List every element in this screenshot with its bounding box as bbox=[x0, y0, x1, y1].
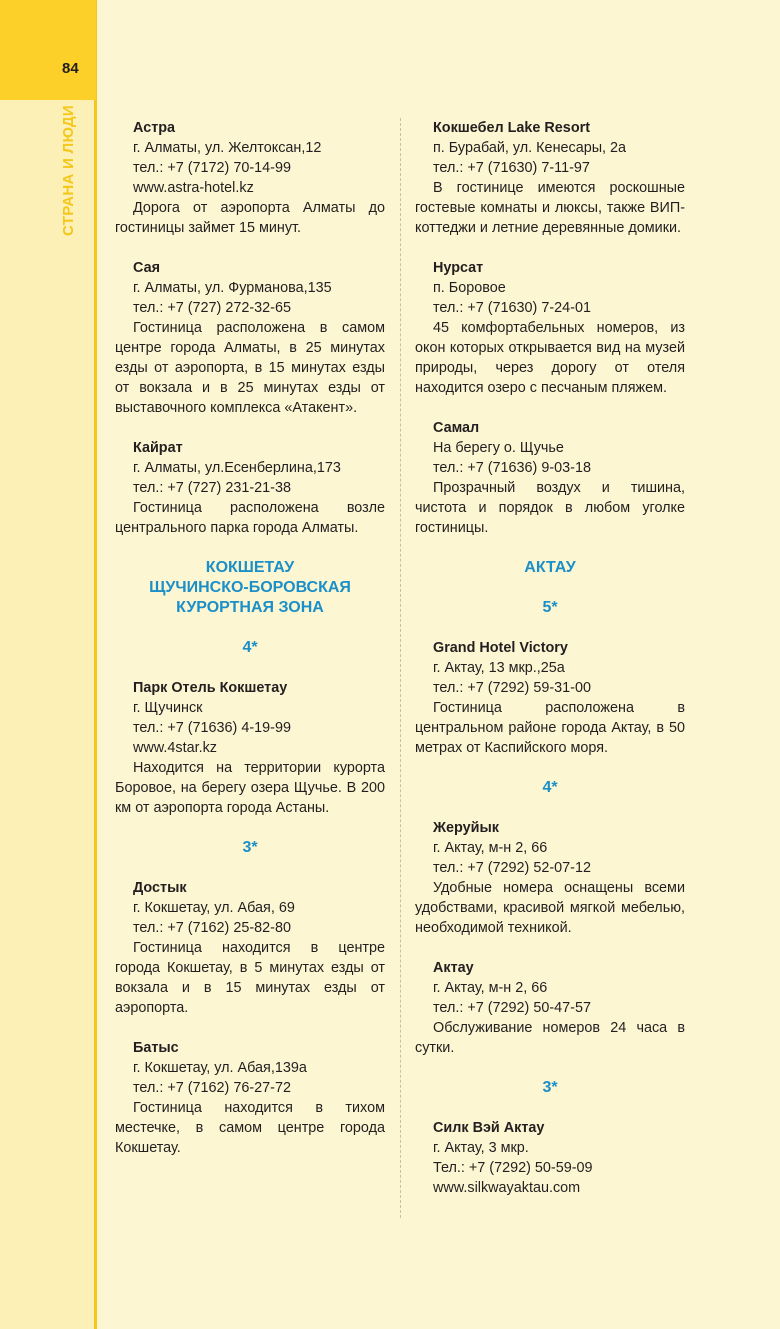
hotel-list bbox=[115, 118, 385, 538]
hotel-detail-line: тел.: +7 (7292) 50-47-57 bbox=[433, 1000, 591, 1016]
hotel-name: Парк Отель Кокшетау bbox=[133, 680, 288, 696]
hotel-name: Достык bbox=[133, 880, 187, 896]
hotel-name: Нурсат bbox=[433, 260, 484, 276]
hotel-detail-line: На берегу о. Щучье bbox=[433, 440, 564, 456]
hotel-detail-line: г. Актау, 13 мкр.,25а bbox=[433, 660, 565, 676]
hotel-entry bbox=[115, 1038, 385, 1158]
region-heading-line: ЩУЧИНСКО-БОРОВСКАЯ bbox=[149, 579, 351, 596]
hotel-detail-line: г. Актау, м-н 2, 66 bbox=[433, 980, 548, 996]
hotel-name: Батыс bbox=[133, 1040, 179, 1056]
sidebar-edge-line bbox=[94, 0, 97, 1329]
hotel-list bbox=[415, 818, 685, 1058]
hotel-name: Кайрат bbox=[133, 440, 183, 456]
hotel-list bbox=[415, 118, 685, 538]
hotel-entry bbox=[115, 118, 385, 238]
hotel-detail-line: г. Актау, м-н 2, 66 bbox=[433, 840, 548, 856]
hotel-detail-line: тел.: +7 (71636) 9-03-18 bbox=[433, 460, 591, 476]
star-rating-heading: 5* bbox=[542, 599, 558, 616]
section-label bbox=[58, 105, 80, 236]
region-heading bbox=[115, 558, 385, 618]
hotel-detail-line: г. Актау, 3 мкр. bbox=[433, 1140, 529, 1156]
section-label-text: СТРАНА И ЛЮДИ bbox=[60, 105, 77, 236]
region-heading-line: КУРОРТНАЯ ЗОНА bbox=[176, 599, 324, 616]
hotel-name: Сая bbox=[133, 260, 160, 276]
hotel-description: Прозрачный воздух и тишина, чистота и порядок в любом уголке гостиницы. bbox=[415, 480, 685, 536]
hotel-detail-line: тел.: +7 (71636) 4-19-99 bbox=[133, 720, 291, 736]
hotel-detail-line: тел.: +7 (7162) 25-82-80 bbox=[133, 920, 291, 936]
hotel-description: Гостиница находится в центре города Кокшетау, в 5 минутах езды от вокзала и в 15 минутах езды от аэропорта. bbox=[115, 940, 385, 1016]
hotel-entry bbox=[415, 638, 685, 758]
hotel-description: Гостиница расположена в центральном районе города Актау, в 50 метрах от Каспийского моря. bbox=[415, 700, 685, 756]
left-column bbox=[115, 118, 385, 1178]
hotel-detail-line: тел.: +7 (71630) 7-24-01 bbox=[433, 300, 591, 316]
hotel-list bbox=[415, 638, 685, 758]
hotel-description: Обслуживание номеров 24 часа в сутки. bbox=[415, 1020, 685, 1056]
star-rating-heading: 4* bbox=[242, 639, 258, 656]
hotel-name: Жеруйык bbox=[433, 820, 499, 836]
hotel-detail-line: тел.: +7 (7292) 59-31-00 bbox=[433, 680, 591, 696]
page-number: 84 bbox=[62, 60, 79, 77]
hotel-detail-line: тел.: +7 (71630) 7-11-97 bbox=[433, 160, 590, 176]
hotel-detail-line: Тел.: +7 (7292) 50-59-09 bbox=[433, 1160, 593, 1176]
hotel-detail-line: тел.: +7 (7172) 70-14-99 bbox=[133, 160, 291, 176]
hotel-description: 45 комфортабельных номеров, из окон которых открывается вид на музей природы, через дорогу от отеля находится озеро с песчаным пляжем. bbox=[415, 320, 685, 396]
hotel-detail-line: г. Алматы, ул.Есенберлина,173 bbox=[133, 460, 341, 476]
hotel-detail-line: www.4star.kz bbox=[133, 740, 217, 756]
hotel-description: Находится на территории курорта Боровое, на берегу озера Щучье. В 200 км от аэропорта города Астаны. bbox=[115, 760, 385, 816]
hotel-detail-line: тел.: +7 (7162) 76-27-72 bbox=[133, 1080, 291, 1096]
star-rating-heading: 3* bbox=[542, 1079, 558, 1096]
hotel-detail-line: г. Алматы, ул. Желтоксан,12 bbox=[133, 140, 322, 156]
hotel-description: Гостиница расположена в самом центре города Алматы, в 25 минутах езды от аэропорта, в 15 минутах езды от вокзала и в 25 минутах езды от выставочного комплекса «Атакент». bbox=[115, 320, 385, 416]
hotel-description: Гостиница расположена возле центрального парка города Алматы. bbox=[115, 500, 385, 536]
hotel-list bbox=[115, 878, 385, 1158]
hotel-name: Актау bbox=[433, 960, 474, 976]
hotel-entry bbox=[115, 258, 385, 418]
hotel-entry bbox=[415, 418, 685, 538]
region-heading-line: КОКШЕТАУ bbox=[205, 559, 295, 576]
column-divider bbox=[400, 118, 401, 1218]
hotel-detail-line: www.silkwayaktau.com bbox=[433, 1180, 581, 1196]
hotel-detail-line: г. Кокшетау, ул. Абая, 69 bbox=[133, 900, 295, 916]
region-heading bbox=[415, 558, 685, 578]
hotel-list bbox=[115, 678, 385, 818]
hotel-entry bbox=[415, 958, 685, 1058]
hotel-detail-line: г. Щучинск bbox=[133, 700, 203, 716]
star-rating-heading: 3* bbox=[242, 839, 258, 856]
hotel-name: Силк Вэй Актау bbox=[433, 1120, 545, 1136]
hotel-detail-line: тел.: +7 (7292) 52-07-12 bbox=[433, 860, 591, 876]
hotel-entry bbox=[415, 1118, 685, 1198]
page-number-tab bbox=[0, 0, 96, 100]
hotel-detail-line: г. Кокшетау, ул. Абая,139а bbox=[133, 1060, 307, 1076]
hotel-name: Grand Hotel Victory bbox=[433, 640, 568, 656]
hotel-description: В гостинице имеются роскошные гостевые комнаты и люксы, также ВИП-коттеджи и летние деревянные домики. bbox=[415, 180, 685, 236]
hotel-detail-line: п. Бурабай, ул. Кенесары, 2а bbox=[433, 140, 627, 156]
hotel-name: Кокшебел Lake Resort bbox=[433, 120, 590, 136]
hotel-entry bbox=[115, 438, 385, 538]
hotel-detail-line: www.astra-hotel.kz bbox=[133, 180, 254, 196]
hotel-detail-line: тел.: +7 (727) 272-32-65 bbox=[133, 300, 291, 316]
hotel-list bbox=[415, 1118, 685, 1198]
star-rating-heading: 4* bbox=[542, 779, 558, 796]
hotel-description: Гостиница находится в тихом местечке, в самом центре города Кокшетау. bbox=[115, 1100, 385, 1156]
hotel-entry bbox=[415, 258, 685, 398]
region-heading-line: АКТАУ bbox=[524, 559, 576, 576]
hotel-detail-line: г. Алматы, ул. Фурманова,135 bbox=[133, 280, 332, 296]
right-column bbox=[415, 118, 685, 1218]
hotel-entry bbox=[115, 878, 385, 1018]
hotel-name: Самал bbox=[433, 420, 480, 436]
hotel-entry bbox=[415, 818, 685, 938]
hotel-detail-line: п. Боровое bbox=[433, 280, 506, 296]
hotel-description: Дорога от аэропорта Алматы до гостиницы займет 15 минут. bbox=[115, 200, 385, 236]
hotel-entry bbox=[115, 678, 385, 818]
hotel-detail-line: тел.: +7 (727) 231-21-38 bbox=[133, 480, 291, 496]
hotel-name: Астра bbox=[133, 120, 176, 136]
hotel-entry bbox=[415, 118, 685, 238]
hotel-description: Удобные номера оснащены всеми удобствами, красивой мягкой мебелью, необходимой техникой. bbox=[415, 880, 685, 936]
